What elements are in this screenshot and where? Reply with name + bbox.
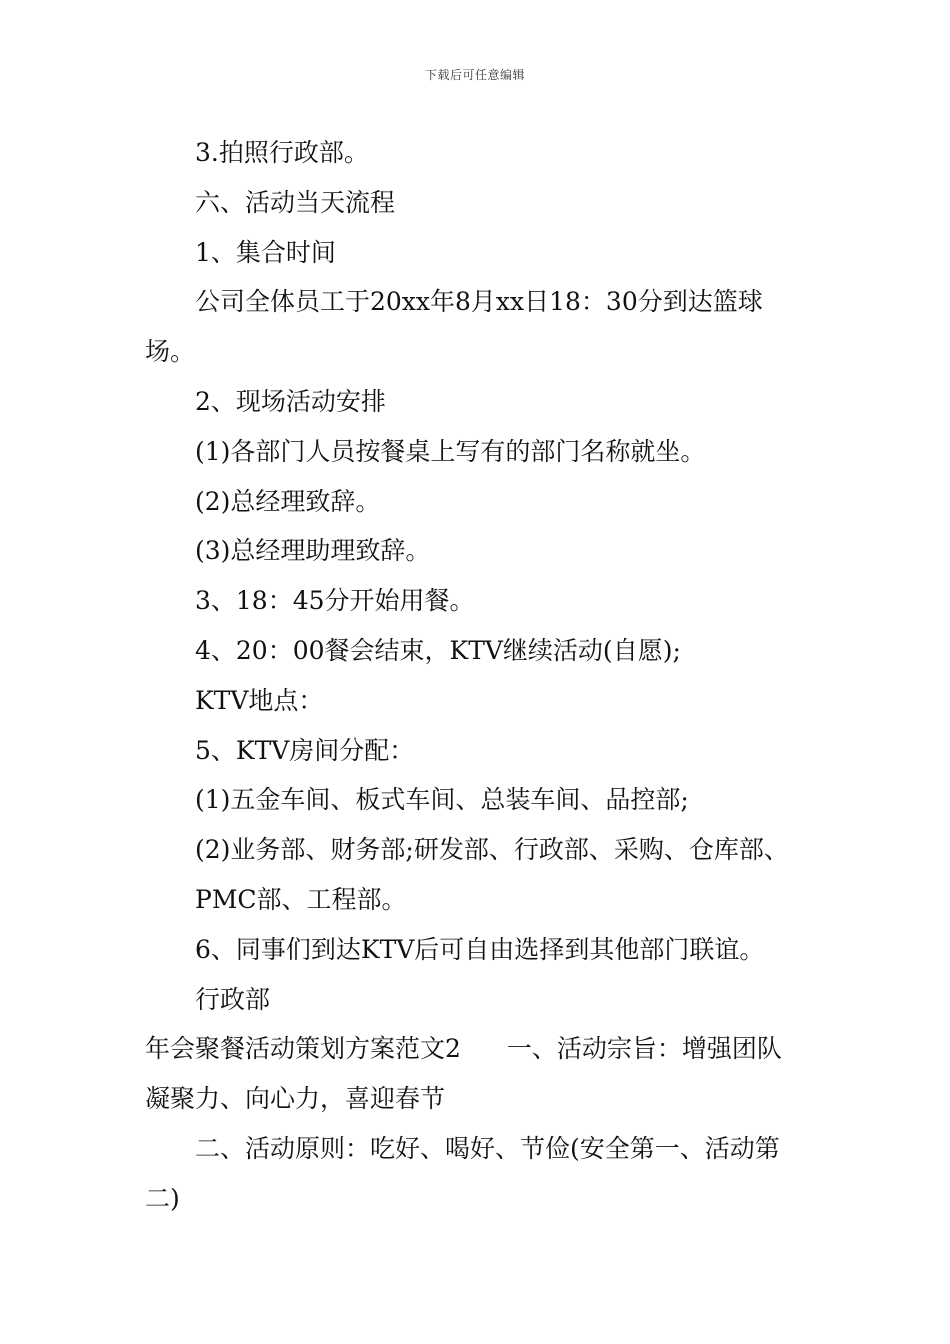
section2-purpose: 一、活动宗旨：增强团队 [506, 1034, 782, 1064]
signature: 行政部 [195, 984, 271, 1014]
paragraph-continuation: 凝聚力、向心力，喜迎春节 [145, 1084, 446, 1114]
paragraph: 二、活动原则：吃好、喝好、节俭(安全第一、活动第 [195, 1133, 780, 1163]
page-header: 下载后可任意编辑 [424, 68, 525, 82]
list-item-continuation: PMC部、工程部。 [195, 884, 407, 914]
list-item: (2)业务部、财务部;研发部、行政部、采购、仓库部、 [195, 835, 789, 865]
subheading: 2、现场活动安排 [195, 386, 386, 416]
paragraph: 公司全体员工于20xx年8月xx日18：30分到达篮球 [195, 287, 763, 317]
paragraph: 6、同事们到达KTV后可自由选择到其他部门联谊。 [195, 934, 765, 964]
section2-title-line [145, 1024, 810, 1074]
section-heading: 六、活动当天流程 [195, 187, 396, 217]
paragraph: KTV地点： [195, 685, 324, 715]
paragraph-continuation: 场。 [145, 337, 196, 367]
list-item: (1)五金车间、板式车间、总装车间、品控部; [195, 785, 689, 815]
paragraph: 5、KTV房间分配： [195, 735, 415, 765]
paragraph: 4、20：00餐会结束，KTV继续活动(自愿); [195, 635, 681, 665]
paragraph: 3.拍照行政部。 [195, 138, 369, 167]
paragraph-continuation: 二) [145, 1183, 180, 1213]
list-item: (3)总经理助理致辞。 [195, 536, 431, 566]
section2-title: 年会聚餐活动策划方案范文2 [145, 1034, 461, 1064]
paragraph: 3、18：45分开始用餐。 [195, 586, 475, 616]
list-item: (2)总经理致辞。 [195, 486, 381, 516]
list-item: (1)各部门人员按餐桌上写有的部门名称就坐。 [195, 436, 706, 466]
subheading: 1、集合时间 [195, 237, 336, 267]
document-body [145, 128, 810, 1224]
